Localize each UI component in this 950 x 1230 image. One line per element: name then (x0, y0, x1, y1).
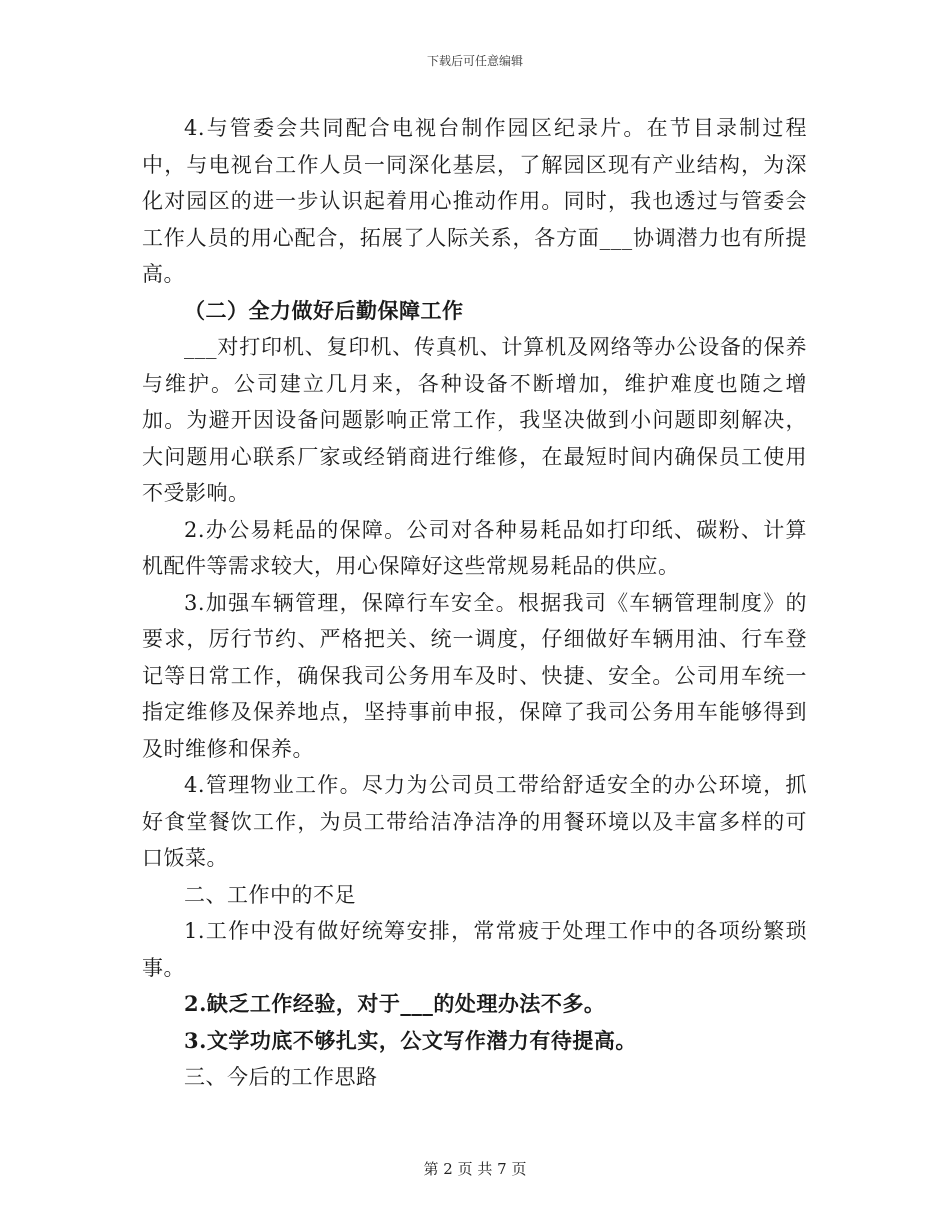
paragraph-documentary: 4.与管委会共同配合电视台制作园区纪录片。在节目录制过程中，与电视台工作人员一同深化基层，了解园区现有产业结构，为深化对园区的进一步认识起着用心推动作用。同时，我也透过与管委会工作人员的用心配合，拓展了人际关系，各方面___协调潜力也有所提高。 (142, 116, 807, 286)
paragraph-shortcoming-3: 3.文学功底不够扎实，公文写作潜力有待提高。 (184, 1027, 637, 1053)
page-footer: 第 2 页 共 7 页 (423, 1160, 527, 1178)
section-heading-future-plans: 三、今后的工作思路 (184, 1065, 378, 1089)
paragraph-property-management: 4.管理物业工作。尽力为公司员工带给舒适安全的办公环境，抓好食堂餐饮工作，为员工带给洁净洁净的用餐环境以及丰富多样的可口饭菜。 (142, 773, 807, 870)
section-heading-shortcomings: 二、工作中的不足 (184, 882, 356, 907)
paragraph-shortcoming-1: 1.工作中没有做好统筹安排，常常疲于处理工作中的各项纷繁琐事。 (142, 919, 807, 980)
page-header: 下载后可任意编辑 (426, 54, 523, 68)
paragraph-consumables: 2.办公易耗品的保障。公司对各种易耗品如打印纸、碳粉、计算机配件等需求较大，用心保障好这些常规易耗品的供应。 (142, 517, 807, 578)
paragraph-equipment-maintenance: ___对打印机、复印机、传真机、计算机及网络等办公设备的保养与维护。公司建立几月来，各种设备不断增加，维护难度也随之增加。为避开因设备问题影响正常工作，我坚决做到小问题即刻解决，大问题用心联系厂家或经销商进行维修，在最短时间内确保员工使用不受影响。 (142, 335, 807, 505)
section-heading-logistics: （二）全力做好后勤保障工作 (183, 297, 464, 323)
paragraph-vehicle-management: 3.加强车辆管理，保障行车安全。根据我司《车辆管理制度》的要求，厉行节约、严格把关、统一调度，仔细做好车辆用油、行车登记等日常工作，确保我司公务用车及时、快捷、安全。公司用车统一指定维修及保养地点，坚持事前申报，保障了我司公务用车能够得到及时维修和保养。 (142, 590, 807, 761)
document-body (142, 110, 807, 1096)
paragraph-shortcoming-2: 2.缺乏工作经验，对于___的处理办法不多。 (184, 991, 606, 1016)
